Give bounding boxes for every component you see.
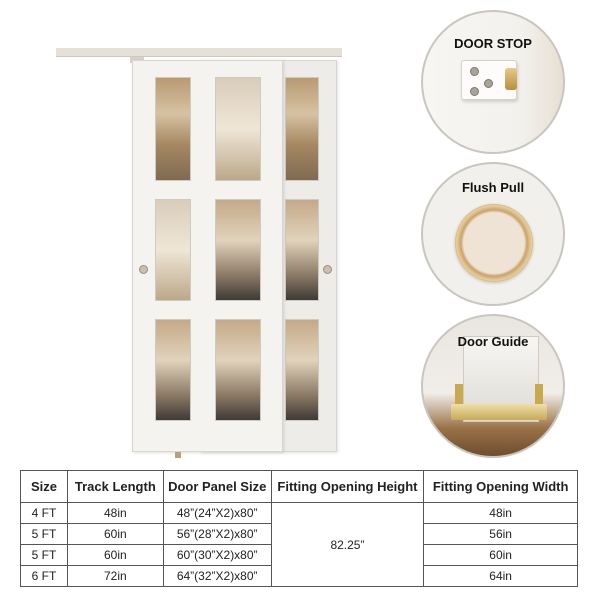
- opening-width-cell: 64in: [424, 566, 578, 587]
- screw-icon: [484, 79, 493, 88]
- opening-width-cell: 48in: [424, 503, 578, 524]
- door-stop-title: DOOR STOP: [454, 36, 532, 51]
- track-length-cell: 60in: [67, 524, 163, 545]
- panel-size-cell: 56”(28”X2)x80”: [163, 524, 271, 545]
- track-length-cell: 60in: [67, 545, 163, 566]
- front-door-handle: [139, 265, 148, 274]
- panel-size-cell: 48”(24”X2)x80”: [163, 503, 271, 524]
- panel-size-cell: 64”(32”X2)x80”: [163, 566, 271, 587]
- table-header-row: [21, 471, 578, 503]
- front-glass-pane: [215, 319, 261, 421]
- screw-icon: [470, 67, 479, 76]
- rear-glass-pane: [285, 319, 319, 421]
- front-glass-pane: [155, 319, 191, 421]
- door-guide-callout: [421, 314, 565, 458]
- panel-size-cell: 60”(30”X2)x80”: [163, 545, 271, 566]
- rear-door-handle: [323, 265, 332, 274]
- flush-pull-title: Flush Pull: [461, 180, 525, 195]
- size-cell: 5 FT: [21, 524, 68, 545]
- size-cell: 4 FT: [21, 503, 68, 524]
- front-glass-pane: [215, 77, 261, 181]
- size-spec-table: [20, 470, 578, 587]
- size-cell: 5 FT: [21, 545, 68, 566]
- column-header: Size: [21, 471, 68, 503]
- door-guide-title: Door Guide: [457, 334, 529, 349]
- track-length-cell: 72in: [67, 566, 163, 587]
- front-glass-pane: [215, 199, 261, 301]
- front-glass-pane: [155, 199, 191, 301]
- door-stop-callout: [421, 10, 565, 154]
- column-header: Track Length: [67, 471, 163, 503]
- size-cell: 6 FT: [21, 566, 68, 587]
- rear-glass-pane: [285, 199, 319, 301]
- sliding-track: [56, 48, 342, 57]
- column-header: Fitting Opening Height: [271, 471, 424, 503]
- table-row: [21, 503, 578, 524]
- column-header: Door Panel Size: [163, 471, 271, 503]
- front-glass-pane: [155, 77, 191, 181]
- floor-guide-marker: [175, 452, 181, 458]
- door-stop-roller: [505, 68, 517, 90]
- flush-pull-photo: [455, 204, 533, 282]
- track-length-cell: 48in: [67, 503, 163, 524]
- rear-glass-pane: [285, 77, 319, 181]
- front-door-panel: [132, 60, 283, 452]
- opening-width-cell: 56in: [424, 524, 578, 545]
- opening-height-cell: 82.25”: [271, 503, 424, 587]
- screw-icon: [470, 87, 479, 96]
- flush-pull-callout: [421, 162, 565, 306]
- column-header: Fitting Opening Width: [424, 471, 578, 503]
- opening-width-cell: 60in: [424, 545, 578, 566]
- guide-base: [451, 404, 547, 420]
